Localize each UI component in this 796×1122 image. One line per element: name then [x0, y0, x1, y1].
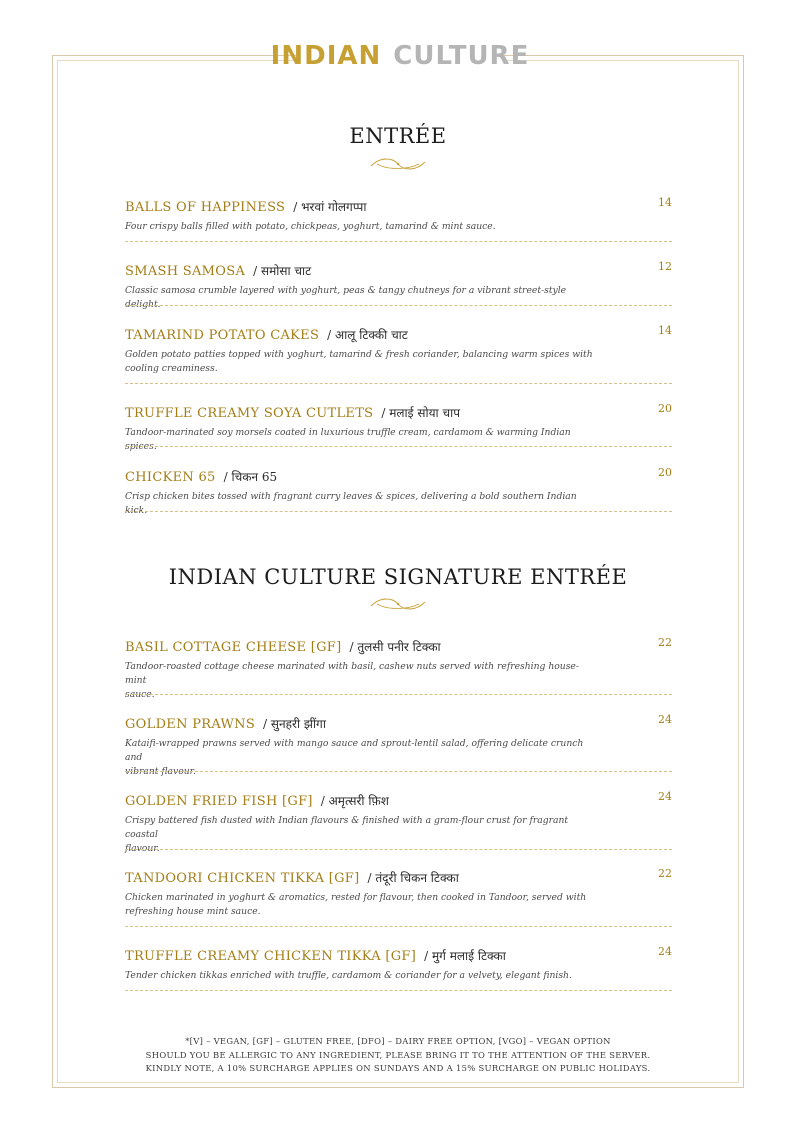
item-name: CHICKEN 65	[125, 470, 216, 485]
menu-item	[125, 945, 672, 983]
item-divider	[125, 694, 672, 695]
item-divider	[125, 241, 672, 242]
item-price: 22	[658, 636, 672, 649]
section-title-entree: ENTRÉE	[349, 124, 447, 148]
item-divider	[125, 771, 672, 772]
menu-item	[125, 790, 672, 856]
brand-logo	[270, 38, 530, 74]
item-desc-line: flavour.	[125, 843, 160, 854]
brand-word-indian: INDIAN	[270, 41, 382, 71]
item-desc-line: Four crispy balls filled with potato, chickpeas, yoghurt, tamarind & mint sauce.	[125, 221, 496, 232]
item-divider	[125, 926, 672, 927]
allergy-notice	[0, 1035, 796, 1076]
item-divider	[125, 383, 672, 384]
item-hindi-name: / चिकन 65	[223, 470, 278, 484]
item-hindi-name: / मलाई सोया चाप	[381, 406, 461, 420]
item-desc-line: Tender chicken tikkas enriched with truffle, cardamom & coriander for a velvety, elegant finish.	[125, 970, 572, 981]
item-description	[125, 348, 595, 376]
item-price: 12	[658, 260, 672, 273]
item-description	[125, 220, 595, 234]
item-price: 20	[658, 402, 672, 415]
item-desc-line: Classic samosa crumble layered with yoghurt, peas & tangy chutneys for a vibrant street-style delight.	[125, 285, 567, 310]
item-description	[125, 660, 595, 702]
item-divider	[125, 446, 672, 447]
item-desc-line: Crisp chicken bites tossed with fragrant curry leaves & spices, delivering a bold southern Indian kick.	[125, 491, 577, 516]
surcharge-notice: KINDLY NOTE, A 10% SURCHARGE APPLIES ON SUNDAYS AND A 15% SURCHARGE ON PUBLIC HOLIDAYS.	[145, 1063, 651, 1073]
item-name: BASIL COTTAGE CHEESE [GF]	[125, 640, 342, 655]
item-name: TRUFFLE CREAMY CHICKEN TIKKA [GF]	[125, 949, 417, 964]
item-description	[125, 969, 595, 983]
item-divider	[125, 305, 672, 306]
item-price: 24	[658, 713, 672, 726]
item-name: GOLDEN FRIED FISH [GF]	[125, 794, 313, 809]
item-desc-line: Crispy battered fish dusted with Indian flavours & finished with a gram-flour crust for fragrant coastal	[125, 815, 569, 840]
item-price: 20	[658, 466, 672, 479]
item-description	[125, 891, 595, 919]
menu-item	[125, 196, 672, 234]
item-hindi-name: / तुलसी पनीर टिक्का	[349, 640, 441, 654]
item-desc-line: vibrant flavour.	[125, 766, 196, 777]
item-divider	[125, 990, 672, 991]
item-desc-line: sauce.	[125, 689, 155, 700]
item-name: SMASH SAMOSA	[125, 264, 246, 279]
item-divider	[125, 849, 672, 850]
item-hindi-name: / आलू टिक्की चाट	[327, 328, 408, 342]
item-description	[125, 737, 595, 779]
item-price: 24	[658, 945, 672, 958]
item-desc-line: Tandoor-marinated soy morsels coated in luxurious truffle cream, cardamom & warming Indian spices.	[125, 427, 571, 452]
item-name: BALLS OF HAPPINESS	[125, 200, 286, 215]
flourish-icon	[367, 154, 429, 174]
allergy-warning: SHOULD YOU BE ALLERGIC TO ANY INGREDIENT, PLEASE BRING IT TO THE ATTENTION OF THE SERVER.	[145, 1049, 651, 1060]
item-desc-line: Kataifi-wrapped prawns served with mango sauce and sprout-lentil salad, offering delicate crunch and	[125, 738, 584, 763]
section-title-signature-entree: INDIAN CULTURE SIGNATURE ENTRÉE	[168, 565, 628, 589]
item-desc-line: refreshing house mint sauce.	[125, 906, 261, 917]
item-price: 22	[658, 867, 672, 880]
menu-item	[125, 713, 672, 779]
item-description	[125, 426, 595, 454]
item-hindi-name: / समोसा चाट	[253, 264, 312, 278]
item-description	[125, 490, 595, 518]
item-divider	[125, 511, 672, 512]
item-description	[125, 284, 595, 312]
item-desc-line: Chicken marinated in yoghurt & aromatics, rested for flavour, then cooked in Tandoor, served with	[125, 892, 587, 903]
menu-item	[125, 324, 672, 376]
dietary-legend: *[V] – VEGAN, [GF] – GLUTEN FREE, [DFO] – DAIRY FREE OPTION, [VGO] – VEGAN OPTION	[185, 1036, 611, 1046]
item-price: 14	[658, 196, 672, 209]
item-desc-line: cooling creaminess.	[125, 363, 218, 374]
item-price: 24	[658, 790, 672, 803]
brand-word-culture: CULTURE	[393, 41, 530, 71]
item-name: TAMARIND POTATO CAKES	[125, 328, 320, 343]
menu-item	[125, 867, 672, 919]
item-name: TRUFFLE CREAMY SOYA CUTLETS	[125, 406, 374, 421]
item-name: TANDOORI CHICKEN TIKKA [GF]	[125, 871, 360, 886]
item-hindi-name: / सुनहरी झींगा	[263, 717, 326, 731]
item-hindi-name: / अमृत्सरी फ़िश	[320, 794, 389, 808]
menu-item	[125, 636, 672, 702]
item-desc-line: Tandoor-roasted cottage cheese marinated with basil, cashew nuts served with refreshing house-mint	[125, 661, 579, 686]
item-hindi-name: / भरवां गोलगप्पा	[293, 200, 367, 214]
item-hindi-name: / तंदूरी चिकन टिक्का	[367, 871, 459, 885]
item-hindi-name: / मुर्ग मलाई टिक्का	[424, 949, 506, 963]
item-desc-line: Golden potato patties topped with yoghurt, tamarind & fresh coriander, balancing warm spices with	[125, 349, 593, 360]
item-name: GOLDEN PRAWNS	[125, 717, 256, 732]
item-price: 14	[658, 324, 672, 337]
flourish-icon	[367, 594, 429, 614]
